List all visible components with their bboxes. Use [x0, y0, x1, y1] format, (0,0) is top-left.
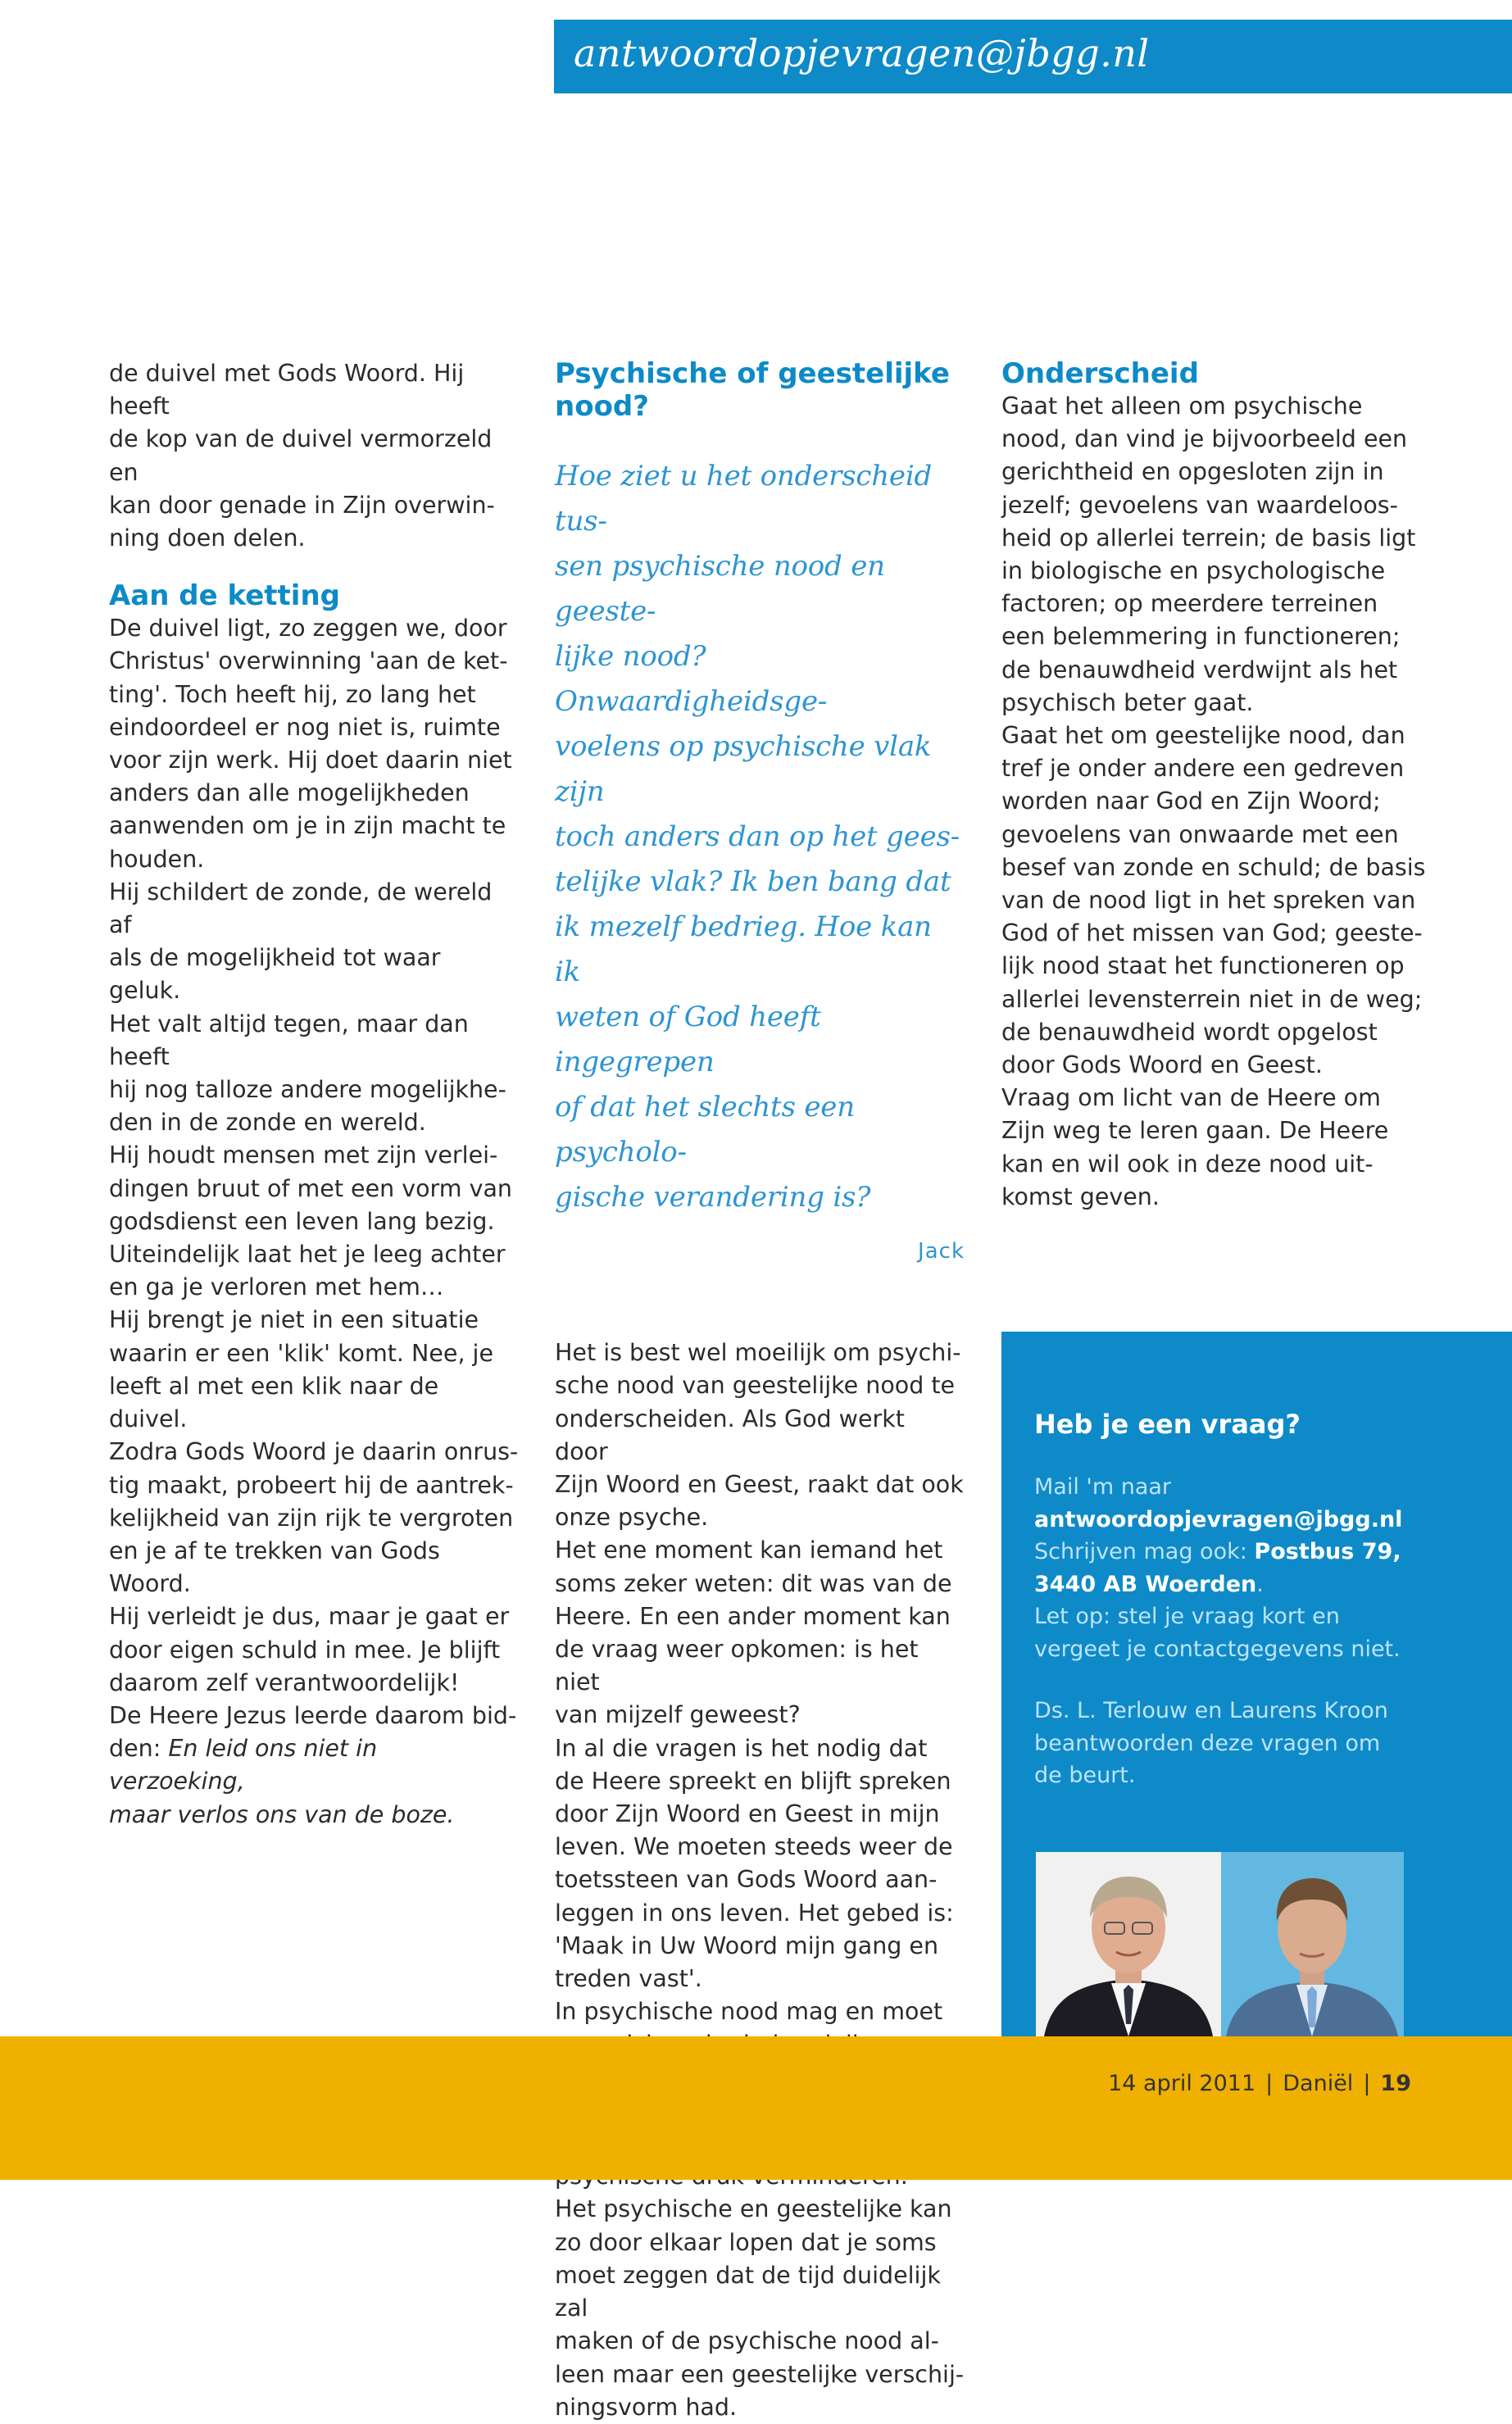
text-line: lijk nood staat het functioneren op — [1001, 952, 1405, 980]
section-heading-onderscheid: Onderscheid — [1001, 357, 1199, 390]
text-line: aanwenden om je in zijn macht te — [109, 812, 506, 840]
col1-intro — [109, 357, 519, 555]
text-line: Gaat het alleen om psychische — [1001, 393, 1363, 420]
text-line: Zijn Woord en Geest, raakt dat ook — [555, 1471, 964, 1499]
heading-line: nood? — [555, 390, 649, 423]
portrait-photo-kroon — [1221, 1852, 1404, 2036]
question-line: sen psychische nood en geeste- — [555, 550, 885, 628]
answer-text — [555, 1337, 965, 2424]
page-number: 19 — [1380, 2071, 1411, 2096]
question-line: of dat het slechts een psycholo- — [555, 1091, 855, 1169]
text-fragment: den: — [109, 1735, 169, 1763]
question-line: lijke nood? Onwaardigheidsge- — [555, 640, 828, 718]
text-line: kan en wil ook in deze nood uit- — [1001, 1150, 1374, 1178]
text-line: zo door elkaar lopen dat je soms — [555, 2228, 937, 2256]
footer-info — [1108, 2071, 1411, 2096]
text-line: tref je onder andere een gedreven — [1001, 755, 1405, 783]
text-line: toetssteen van Gods Woord aan- — [555, 1866, 938, 1894]
mail-label: Mail 'm naar — [1034, 1474, 1172, 1500]
text-line: ningsvorm had. — [555, 2393, 738, 2421]
text-line: tig maakt, probeert hij de aantrek- — [109, 1471, 514, 1499]
col3-body — [1001, 390, 1428, 1214]
text-line: onze psyche. — [555, 1504, 709, 1532]
text-line: Hij verleidt je dus, maar je gaat er — [109, 1603, 510, 1631]
text-line: een belemmering in functioneren; — [1001, 623, 1401, 651]
text-line: den in de zonde en wereld. — [109, 1109, 426, 1137]
heading-line: Psychische of geestelijke — [555, 357, 950, 390]
text-line: Het valt altijd tegen, maar dan heeft — [109, 1010, 469, 1070]
text-line: door Gods Woord en Geest. — [1001, 1051, 1323, 1079]
text-line: de benauwdheid wordt opgelost — [1001, 1018, 1378, 1046]
header-email: antwoordopjevragen@jbgg.nl — [574, 31, 1150, 75]
text-line: godsdienst een leven lang bezig. — [109, 1207, 495, 1235]
text-line: Vraag om licht van de Heere om — [1001, 1084, 1381, 1112]
prayer-quote: maar verlos ons van de boze. — [109, 1800, 455, 1828]
text-line: Heere. En een ander moment kan — [555, 1602, 951, 1630]
question-line: ik mezelf bedrieg. Hoe kan ik — [555, 910, 932, 988]
text-line: factoren; op meerdere terreinen — [1001, 590, 1378, 618]
text-line: Hij brengt je niet in een situatie — [109, 1306, 479, 1334]
portrait-illustration — [1221, 1852, 1404, 2036]
text-line: en je af te trekken van Gods Woord. — [109, 1537, 440, 1598]
text-line: de Heere spreekt en blijft spreken — [555, 1767, 951, 1795]
col1-body — [109, 612, 519, 1832]
text-line: Zodra Gods Woord je daarin onrus- — [109, 1438, 519, 1466]
text-line: eindoordeel er nog niet is, ruimte — [109, 713, 501, 741]
column-3 — [1001, 357, 1428, 1214]
text-line: moet zeggen dat de tijd duidelijk zal — [555, 2261, 941, 2322]
text-line: besef van zonde en schuld; de basis — [1001, 853, 1426, 881]
header-banner — [554, 20, 1512, 93]
text-line: 'Maak in Uw Woord mijn gang en — [555, 1931, 939, 1959]
text-line: jezelf; gevoelens van waardeloos- — [1001, 491, 1398, 519]
question-line: weten of God heeft ingegrepen — [555, 1001, 821, 1078]
postal-address-line-1: Postbus 79, — [1254, 1539, 1401, 1564]
text-line: hij nog talloze andere mogelijkhe- — [109, 1076, 506, 1104]
write-label: Schrijven mag ook: — [1034, 1539, 1255, 1564]
text-line: kan door genade in Zijn overwin- — [109, 491, 495, 519]
text-line: Hij houdt mensen met zijn verlei- — [109, 1142, 498, 1169]
question-line: toch anders dan op het gees- — [555, 820, 960, 853]
text-line: worden naar God en Zijn Woord; — [1001, 788, 1381, 815]
column-1 — [109, 357, 519, 1832]
text-line: ting'. Toch heeft hij, zo lang het — [109, 680, 476, 708]
text-line: sche nood van geestelijke nood te — [555, 1372, 956, 1400]
text-line: onderscheiden. Als God werkt door — [555, 1405, 905, 1465]
info-box-text — [1034, 1471, 1460, 1792]
text-line: de benauwdheid verdwijnt als het — [1001, 656, 1398, 683]
text-line: Uiteindelijk laat het je leeg achter — [109, 1241, 506, 1269]
text-line: heid op allerlei terrein; de basis ligt — [1001, 524, 1416, 552]
text-line: gevoelens van onwaarde met een — [1001, 820, 1399, 848]
text-line: gerichtheid en opgesloten zijn in — [1001, 458, 1384, 486]
question-line: gische verandering is? — [555, 1181, 871, 1214]
text-line: door eigen schuld in mee. Je blijft — [109, 1636, 501, 1664]
text-line: Zijn weg te leren gaan. De Heere — [1001, 1117, 1389, 1145]
info-box-title: Heb je een vraag? — [1034, 1409, 1301, 1440]
text-line: ning doen delen. — [109, 524, 306, 552]
text-line: leven. We moeten steeds weer de — [555, 1833, 953, 1861]
issue-date: 14 april 2011 — [1108, 2071, 1256, 2096]
text-line: soms zeker weten: dit was van de — [555, 1569, 952, 1597]
text-line: In al die vragen is het nodig dat — [555, 1734, 928, 1762]
text-line: houden. — [109, 845, 205, 873]
text-line: In psychische nood mag en moet — [555, 1998, 943, 2026]
text-line: in biologische en psychologische — [1001, 557, 1386, 585]
note-line: Let op: stel je vraag kort en — [1034, 1604, 1340, 1629]
postal-address-line-2: 3440 AB Woerden — [1034, 1571, 1257, 1597]
address-period: . — [1256, 1571, 1264, 1597]
text-line: Christus' overwinning 'aan de ket- — [109, 647, 508, 675]
text-line: leeft al met een klik naar de duivel. — [109, 1372, 439, 1433]
footer-separator: | — [1265, 2071, 1274, 2096]
reader-question — [555, 454, 965, 1220]
question-signature: Jack — [918, 1239, 965, 1264]
text-line: treden vast'. — [555, 1965, 702, 1993]
text-line: door Zijn Woord en Geest in mijn — [555, 1800, 940, 1828]
text-line: dingen bruut of met een vorm van — [109, 1174, 512, 1202]
text-line: Het psychische en geestelijke kan — [555, 2195, 952, 2223]
credit-line: de beurt. — [1034, 1763, 1136, 1788]
magazine-name: Daniël — [1283, 2071, 1354, 2096]
credit-line: Ds. L. Terlouw en Laurens Kroon — [1034, 1698, 1388, 1723]
text-line: daarom zelf verantwoordelijk! — [109, 1668, 460, 1696]
text-line: De Heere Jezus leerde daarom bid- — [109, 1701, 517, 1729]
contact-email-link[interactable]: antwoordopjevragen@jbgg.nl — [1034, 1506, 1403, 1532]
portrait-photo-terlouw — [1036, 1852, 1221, 2036]
text-line: De duivel ligt, zo zeggen we, door — [109, 615, 507, 642]
section-heading-aan-de-ketting: Aan de ketting — [109, 579, 340, 613]
question-line: voelens op psychische vlak zijn — [555, 730, 932, 808]
credit-line: beantwoorden deze vragen om — [1034, 1730, 1381, 1756]
prayer-quote: En leid ons niet in verzoeking, — [109, 1735, 378, 1795]
text-line: Hij schildert de zonde, de wereld af — [109, 878, 493, 939]
text-line: leen maar een geestelijke verschij- — [555, 2360, 965, 2388]
text-line: psychisch beter gaat. — [1001, 688, 1254, 716]
section-heading-psychische-nood — [555, 357, 965, 423]
text-line: Het is best wel moeilijk om psychi- — [555, 1339, 961, 1367]
footer-bar — [0, 2036, 1512, 2180]
text-line: leggen in ons leven. Het gebed is: — [555, 1899, 954, 1927]
question-line: telijke vlak? Ik ben bang dat — [555, 865, 951, 898]
question-line: Hoe ziet u het onderscheid tus- — [555, 460, 933, 538]
portrait-illustration — [1036, 1852, 1221, 2036]
text-line: anders dan alle mogelijkheden — [109, 779, 470, 807]
text-line: God of het missen van God; geeste- — [1001, 919, 1423, 947]
text-line: nood, dan vind je bijvoorbeeld een — [1001, 425, 1408, 453]
text-line: de vraag weer opkomen: is het niet — [555, 1636, 919, 1696]
text-line: voor zijn werk. Hij doet daarin niet — [109, 747, 512, 774]
text-line: allerlei levensterrein niet in de weg; — [1001, 985, 1423, 1013]
text-line: komst geven. — [1001, 1182, 1160, 1210]
note-line: vergeet je contactgegevens niet. — [1034, 1636, 1401, 1662]
text-line: van mijzelf geweest? — [555, 1701, 801, 1729]
text-line: waarin er een 'klik' komt. Nee, je — [109, 1339, 494, 1367]
text-line: van de nood ligt in het spreken van — [1001, 887, 1416, 915]
text-line — [109, 1799, 519, 1832]
text-line-with-quote — [109, 1732, 519, 1798]
text-line: de duivel met Gods Woord. Hij heeft — [109, 360, 465, 420]
text-line: kelijkheid van zijn rijk te vergroten — [109, 1504, 514, 1532]
text-line: de kop van de duivel vermorzeld en — [109, 425, 493, 486]
text-line: als de mogelijkheid tot waar geluk. — [109, 944, 441, 1005]
text-line: Het ene moment kan iemand het — [555, 1537, 943, 1564]
text-line: Gaat het om geestelijke nood, dan — [1001, 722, 1405, 750]
footer-separator: | — [1363, 2071, 1371, 2096]
text-line: maken of de psychische nood al- — [555, 2327, 939, 2355]
text-line: en ga je verloren met hem… — [109, 1273, 444, 1301]
